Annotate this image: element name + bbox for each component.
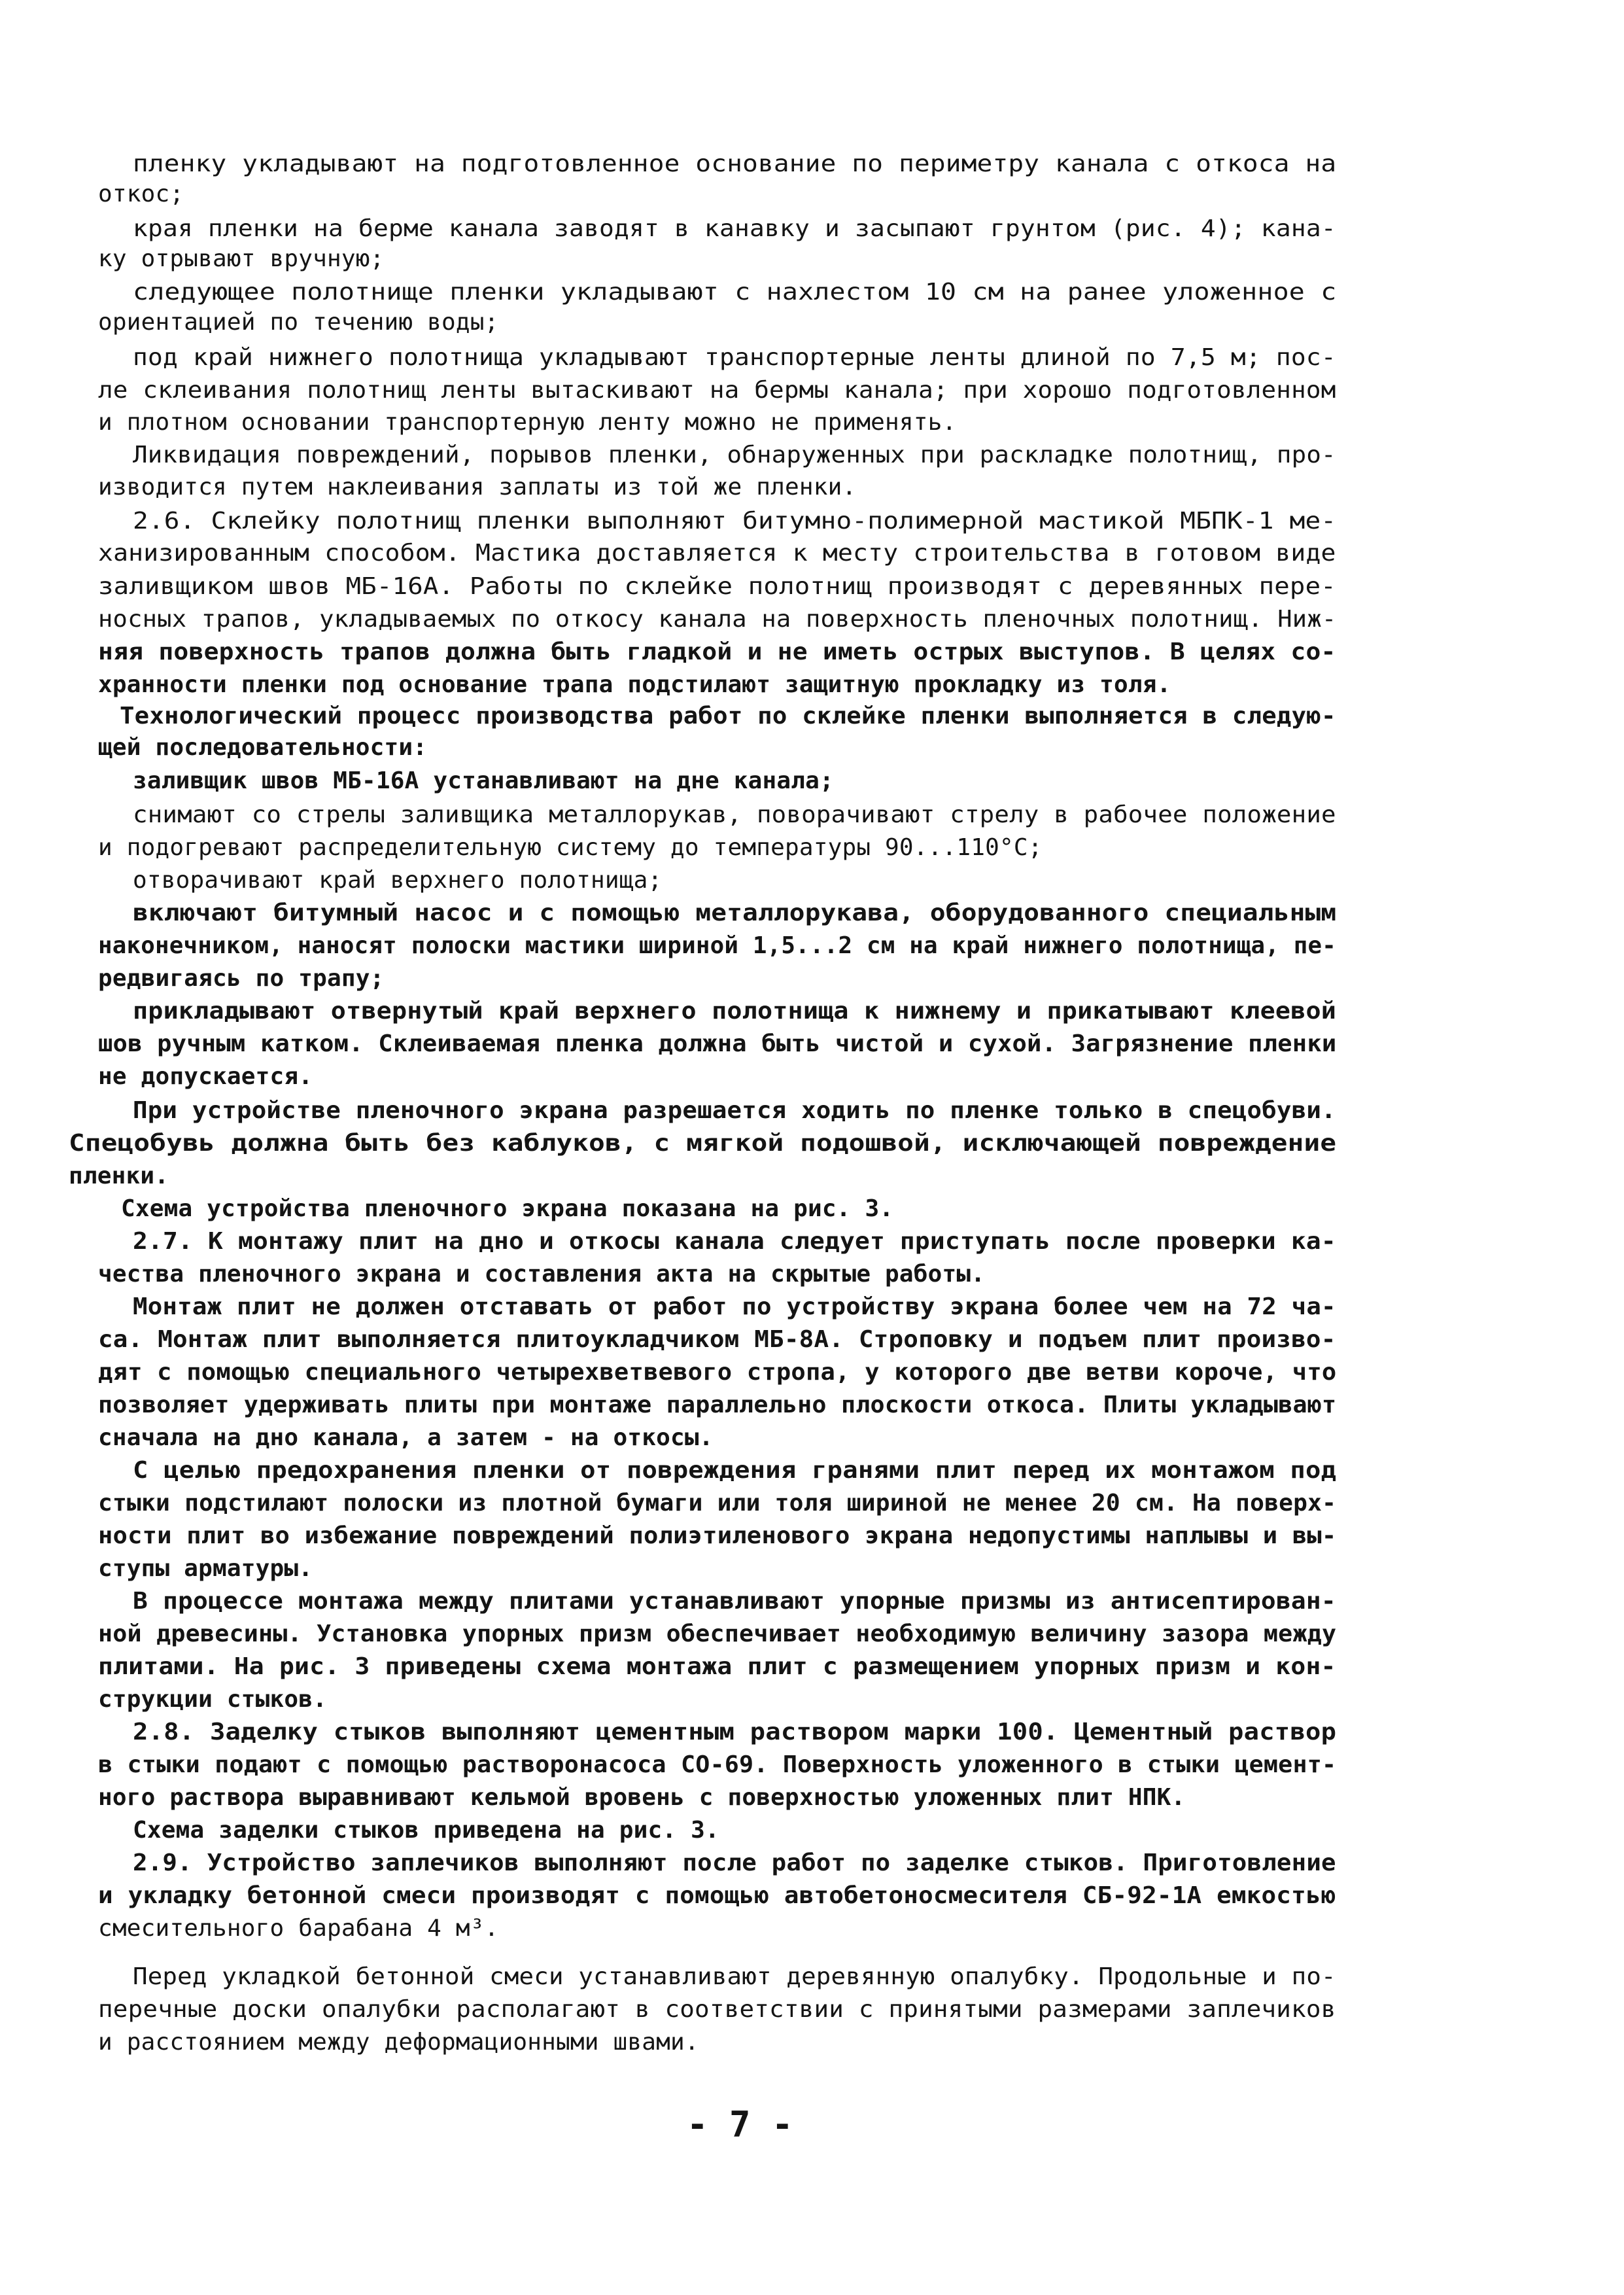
text-line: и подогревают распределительную систему до температуры 90...110°С; (98, 834, 1043, 861)
text-line: 2.8. Заделку стыков выполняют цементным раствором марки 100. Цементный раствор (133, 1719, 1337, 1745)
text-line: перечные доски опалубки располагают в соответствии с принятыми размерами заплечиков (98, 1996, 1336, 2023)
text-line: прикладывают отвернутый край верхнего полотнища к нижнему и прикатывают клеевой (133, 998, 1337, 1025)
text-line: смесительного барабана 4 м³. (98, 1915, 499, 1942)
text-line: 2.9. Устройство заплечиков выполняют после работ по заделке стыков. Приготовление (133, 1849, 1336, 1876)
text-line: редвигаясь по трапу; (98, 965, 385, 992)
text-line: хранности пленки под основание трапа подстилают защитную прокладку из толя. (98, 671, 1171, 698)
text-line: 2.6. Склейку полотнищ пленки выполняют битумно-полимерной мастикой МБПК-1 ме- (133, 508, 1337, 534)
text-line: 2.7. К монтажу плит на дно и откосы канала следует приступать после проверки ка- (133, 1228, 1336, 1255)
text-line: включают битумный насос и с помощью металлорукава, оборудованного специальным (133, 900, 1337, 926)
text-line: струкции стыков. (98, 1686, 327, 1713)
page-number: - 7 - (687, 2104, 793, 2145)
text-line: щей последовательности: (98, 734, 428, 761)
text-line: ности плит во избежание повреждений полиэтиленового экрана недопустимы наплывы и вы- (98, 1522, 1337, 1549)
text-line: ле склеивания полотнищ ленты вытаскивают на бермы канала; при хорошо подготовленном (98, 377, 1336, 404)
text-line: носных трапов, укладываемых по откосу канала на поверхность пленочных полотнищ. Ниж- (98, 606, 1337, 633)
text-line: и укладку бетонной смеси производят с помощью автобетоносмесителя СБ-92-1А емкостью (98, 1882, 1336, 1909)
text-line: Спецобувь должна быть без каблуков, с мягкой подошвой, исключающей повреждение (69, 1130, 1337, 1157)
text-line: в стыки подают с помощью растворонасоса СО-69. Поверхность уложенного в стыки цемент- (98, 1751, 1337, 1778)
text-line: няя поверхность трапов должна быть гладкой и не иметь острых выступов. В целях со- (98, 639, 1336, 665)
text-line: ного раствора выравнивают кельмой вровень с поверхностью уложенных плит НПК. (98, 1784, 1186, 1811)
text-line: снимают со стрелы заливщика металлорукав, поворачивают стрелу в рабочее положение (133, 801, 1336, 828)
text-line: са. Монтаж плит выполняется плитоукладчиком МБ-8А. Строповку и подъем плит произво- (98, 1326, 1336, 1353)
text-line: ступы арматуры. (98, 1555, 313, 1582)
text-line: пленку укладывают на подготовленное основание по периметру канала с откоса на (133, 150, 1337, 177)
text-line: В процессе монтажа между плитами устанавливают упорные призмы из антисептирован- (133, 1588, 1336, 1615)
text-line: отворачивают край верхнего полотнища; (133, 867, 663, 894)
text-line: заливщик швов МБ-16А устанавливают на дне канала; (133, 767, 834, 794)
text-line: пленки. (69, 1163, 169, 1189)
text-line: шов ручным катком. Склеиваемая пленка должна быть чистой и сухой. Загрязнение пленки (98, 1030, 1337, 1057)
text-line: сначала на дно канала, а затем - на откосы. (98, 1424, 714, 1451)
text-line: дят с помощью специального четырехветвевого стропа, у которого две ветви короче, что (98, 1359, 1337, 1386)
text-line: следующее полотнище пленки укладывают с нахлестом 10 см на ранее уложенное с (133, 279, 1337, 306)
text-line: позволяет удерживать плиты при монтаже параллельно плоскости откоса. Плиты укладывают (98, 1392, 1337, 1418)
text-line: Монтаж плит не должен отставать от работ по устройству экрана более чем на 72 ча- (133, 1293, 1336, 1320)
text-line: Схема устройства пленочного экрана показана на рис. 3. (121, 1195, 894, 1222)
text-line: Схема заделки стыков приведена на рис. 3. (133, 1817, 719, 1844)
text-line: ку отрывают вручную; (98, 245, 385, 272)
text-line: С целью предохранения пленки от повреждения гранями плит перед их монтажом под (133, 1457, 1337, 1484)
text-line: Ликвидация повреждений, порывов пленки, обнаруженных при раскладке полотнищ, про- (133, 442, 1336, 468)
text-line: ориентацией по течению воды; (98, 309, 499, 336)
text-line: чества пленочного экрана и составления акта на скрытые работы. (98, 1261, 986, 1288)
text-line: стыки подстилают полоски из плотной бумаги или толя шириной не менее 20 см. На поверх- (98, 1490, 1337, 1516)
text-line: и плотном основании транспортерную ленту можно не применять. (98, 409, 957, 436)
text-line: и расстоянием между деформационными швами. (98, 2029, 699, 2056)
text-line: Технологический процесс производства работ по склейке пленки выполняется в следую- (120, 703, 1336, 729)
text-line: не допускается. (98, 1063, 313, 1090)
text-line: При устройстве пленочного экрана разрешается ходить по пленке только в спецобуви. (133, 1097, 1336, 1124)
text-line: плитами. На рис. 3 приведены схема монтажа плит с размещением упорных призм и кон- (98, 1653, 1336, 1680)
text-line: под край нижнего полотнища укладывают транспортерные ленты длиной по 7,5 м; пос- (133, 344, 1336, 371)
text-line: Перед укладкой бетонной смеси устанавливают деревянную опалубку. Продольные и по- (133, 1963, 1336, 1990)
text-line: изводится путем наклеивания заплаты из той же пленки. (98, 474, 857, 500)
text-line: откос; (98, 181, 184, 207)
text-line: края пленки на берме канала заводят в канавку и засыпают грунтом (рис. 4); кана- (133, 215, 1336, 242)
text-line: наконечником, наносят полоски мастики шириной 1,5...2 см на край нижнего полотнища, пе- (98, 932, 1337, 959)
text-line: заливщиком швов МБ-16А. Работы по склейке полотнищ производят с деревянных пере- (98, 573, 1336, 600)
text-line: ханизированным способом. Мастика доставляется к месту строительства в готовом виде (98, 540, 1336, 567)
text-line: ной древесины. Установка упорных призм обеспечивает необходимую величину зазора между (98, 1621, 1337, 1647)
